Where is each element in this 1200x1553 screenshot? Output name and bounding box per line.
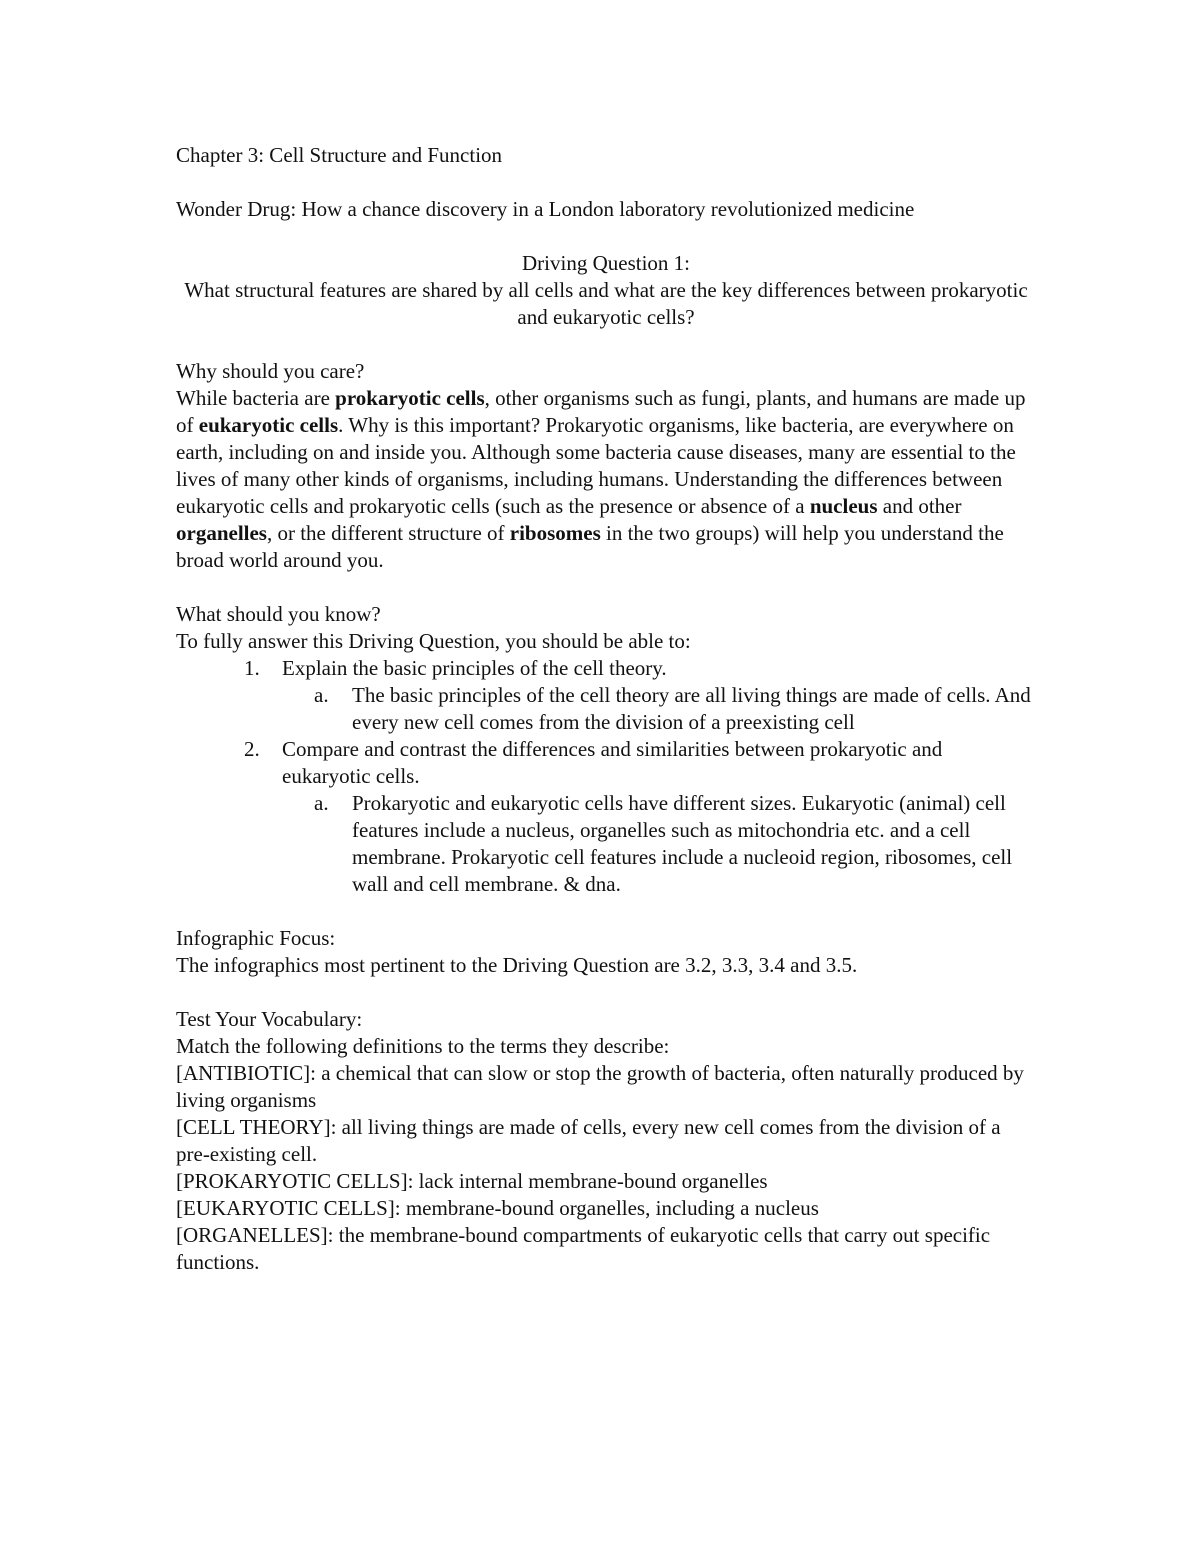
sub-list-letter: a. <box>314 683 329 707</box>
why-care-text: and other <box>877 494 962 518</box>
list-text: Compare and contrast the differences and similarities between prokaryotic and eukaryotic cells. <box>282 737 943 788</box>
sub-list-item <box>314 682 1036 736</box>
why-care-text: in the two groups) will help you understand the broad world around you. <box>176 521 1004 572</box>
list-number: 1. <box>244 656 260 680</box>
chapter-subtitle: Wonder Drug: How a chance discovery in a London laboratory revolutionized medicine <box>176 197 915 221</box>
why-care-paragraph <box>176 385 1036 574</box>
know-heading: What should you know? <box>176 602 381 626</box>
why-care-text: While bacteria are <box>176 386 336 410</box>
sub-list-item <box>314 790 1036 898</box>
list-item <box>244 655 1036 682</box>
term-nucleus: nucleus <box>809 494 878 518</box>
term-eukaryotic-cells: eukaryotic cells <box>198 413 339 437</box>
vocab-item-prokaryotic-cells: [PROKARYOTIC CELLS]: lack internal membrane-bound organelles <box>176 1169 768 1193</box>
list-number: 2. <box>244 737 260 761</box>
driving-question-text: What structural features are shared by all cells and what are the key differences between prokaryotic and eukaryotic cells? <box>184 278 1028 329</box>
term-organelles: organelles <box>176 521 267 545</box>
term-prokaryotic-cells: prokaryotic cells <box>335 386 485 410</box>
term-ribosomes: ribosomes <box>509 521 601 545</box>
infographic-heading: Infographic Focus: <box>176 926 336 950</box>
why-care-heading: Why should you care? <box>176 359 365 383</box>
why-care-text: . Why is this important? Prokaryotic organisms, like bacteria, are everywhere on earth, including on and inside you. Although some bacteria cause diseases, many are essential to the lives of many other kinds of organisms, including humans. Understanding the differences between eukaryotic cells and prokaryotic cells (such as the presence or absence of a <box>176 413 1016 518</box>
infographic-text: The infographics most pertinent to the Driving Question are 3.2, 3.3, 3.4 and 3.5. <box>176 953 858 977</box>
vocab-item-eukaryotic-cells: [EUKARYOTIC CELLS]: membrane-bound organelles, including a nucleus <box>176 1196 819 1220</box>
why-care-text: , other organisms such as fungi, plants, and humans are made up of <box>176 386 1026 437</box>
chapter-title: Chapter 3: Cell Structure and Function <box>176 143 503 167</box>
sub-list-text: Prokaryotic and eukaryotic cells have different sizes. Eukaryotic (animal) cell features include a nucleus, organelles such as mitochondria etc. and a cell membrane. Prokaryotic cell features include a nucleoid region, ribosomes, cell wall and cell membrane. & dna. <box>352 791 1013 896</box>
why-care-text: , or the different structure of <box>266 521 510 545</box>
vocab-item-antibiotic: [ANTIBIOTIC]: a chemical that can slow or stop the growth of bacteria, often naturally produced by living organisms <box>176 1061 1024 1112</box>
sub-list-text: The basic principles of the cell theory are all living things are made of cells. And every new cell comes from the division of a preexisting cell <box>352 683 1031 734</box>
vocab-heading: Test Your Vocabulary: <box>176 1007 363 1031</box>
know-intro: To fully answer this Driving Question, you should be able to: <box>176 629 691 653</box>
sub-list-letter: a. <box>314 791 329 815</box>
driving-question-heading: Driving Question 1: <box>522 251 690 275</box>
vocab-item-organelles: [ORGANELLES]: the membrane-bound compartments of eukaryotic cells that carry out specific functions. <box>176 1223 991 1274</box>
vocab-intro: Match the following definitions to the terms they describe: <box>176 1034 670 1058</box>
vocab-item-cell-theory: [CELL THEORY]: all living things are made of cells, every new cell comes from the division of a pre-existing cell. <box>176 1115 1001 1166</box>
list-item <box>244 736 1036 790</box>
document-page <box>176 142 1036 1276</box>
list-text: Explain the basic principles of the cell theory. <box>282 656 667 680</box>
